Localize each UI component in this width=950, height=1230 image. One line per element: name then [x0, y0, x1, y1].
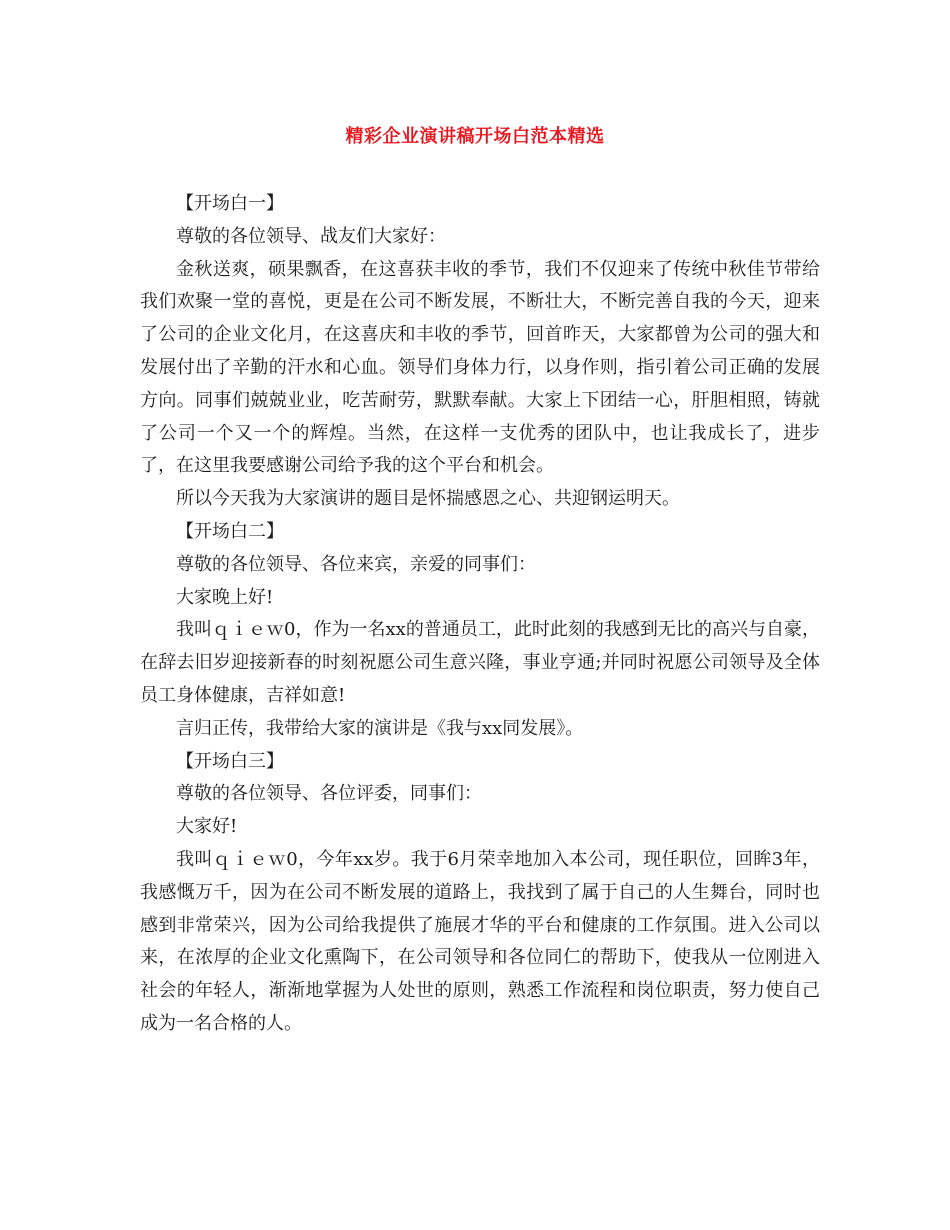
document-body: [140, 188, 820, 1041]
document-title: 精彩企业演讲稿开场白范本精选: [345, 126, 605, 147]
salutation-2: 尊敬的各位领导、各位来宾，亲爱的同事们：: [176, 553, 536, 575]
greeting-3: 大家好!: [176, 816, 238, 838]
section-heading-3: 【开场白三】: [176, 750, 284, 772]
paragraph-1: 金秋送爽，硕果飘香，在这喜获丰收的季节，我们不仅迎来了传统中秋佳节带给我们欢聚一堂的喜悦，更是在公司不断发展，不断壮大，不断完善自我的今天，迎来了公司的企业文化月，在这喜庆和丰收的季节，回首昨天，大家都曾为公司的强大和发展付出了辛勤的汗水和心血。领导们身体力行，以身作则，指引着公司正确的发展方向。同事们兢兢业业，吃苦耐劳，默默奉献。大家上下团结一心，肝胆相照，铸就了公司一个又一个的辉煌。当然，在这样一支优秀的团队中，也让我成长了，进步了，在这里我要感谢公司给予我的这个平台和机会。: [140, 258, 820, 477]
paragraph-2: 所以今天我为大家演讲的题目是怀揣感恩之心、共迎钢运明天。: [176, 488, 680, 510]
salutation-1: 尊敬的各位领导、战友们大家好：: [176, 225, 446, 247]
section-heading-1: 【开场白一】: [176, 193, 284, 214]
greeting-2: 大家晚上好!: [176, 586, 274, 608]
paragraph-4: 言归正传，我带给大家的演讲是《我与xx同发展》。: [176, 717, 584, 739]
section-heading-2: 【开场白二】: [176, 520, 284, 542]
paragraph-5: 我叫ｑｉｅｗ0，今年xx岁。我于6月荣幸地加入本公司，现任职位，回眸3年，我感慨万千，因为在公司不断发展的道路上，我找到了属于自己的人生舞台，同时也感到非常荣兴，因为公司给我提供了施展才华的平台和健康的工作氛围。进入公司以来，在浓厚的企业文化熏陶下，在公司领导和各位同仁的帮助下，使我从一位刚进入社会的年轻人，渐渐地掌握为人处世的原则，熟悉工作流程和岗位职责，努力使自己成为一名合格的人。: [140, 848, 820, 1034]
paragraph-3: 我叫ｑｉｅｗ0，作为一名xx的普通员工，此时此刻的我感到无比的高兴与自豪，在辞去旧岁迎接新春的时刻祝愿公司生意兴隆，事业亨通;并同时祝愿公司领导及全体员工身体健康，吉祥如意!: [140, 619, 820, 706]
salutation-3: 尊敬的各位领导、各位评委，同事们：: [176, 783, 482, 805]
